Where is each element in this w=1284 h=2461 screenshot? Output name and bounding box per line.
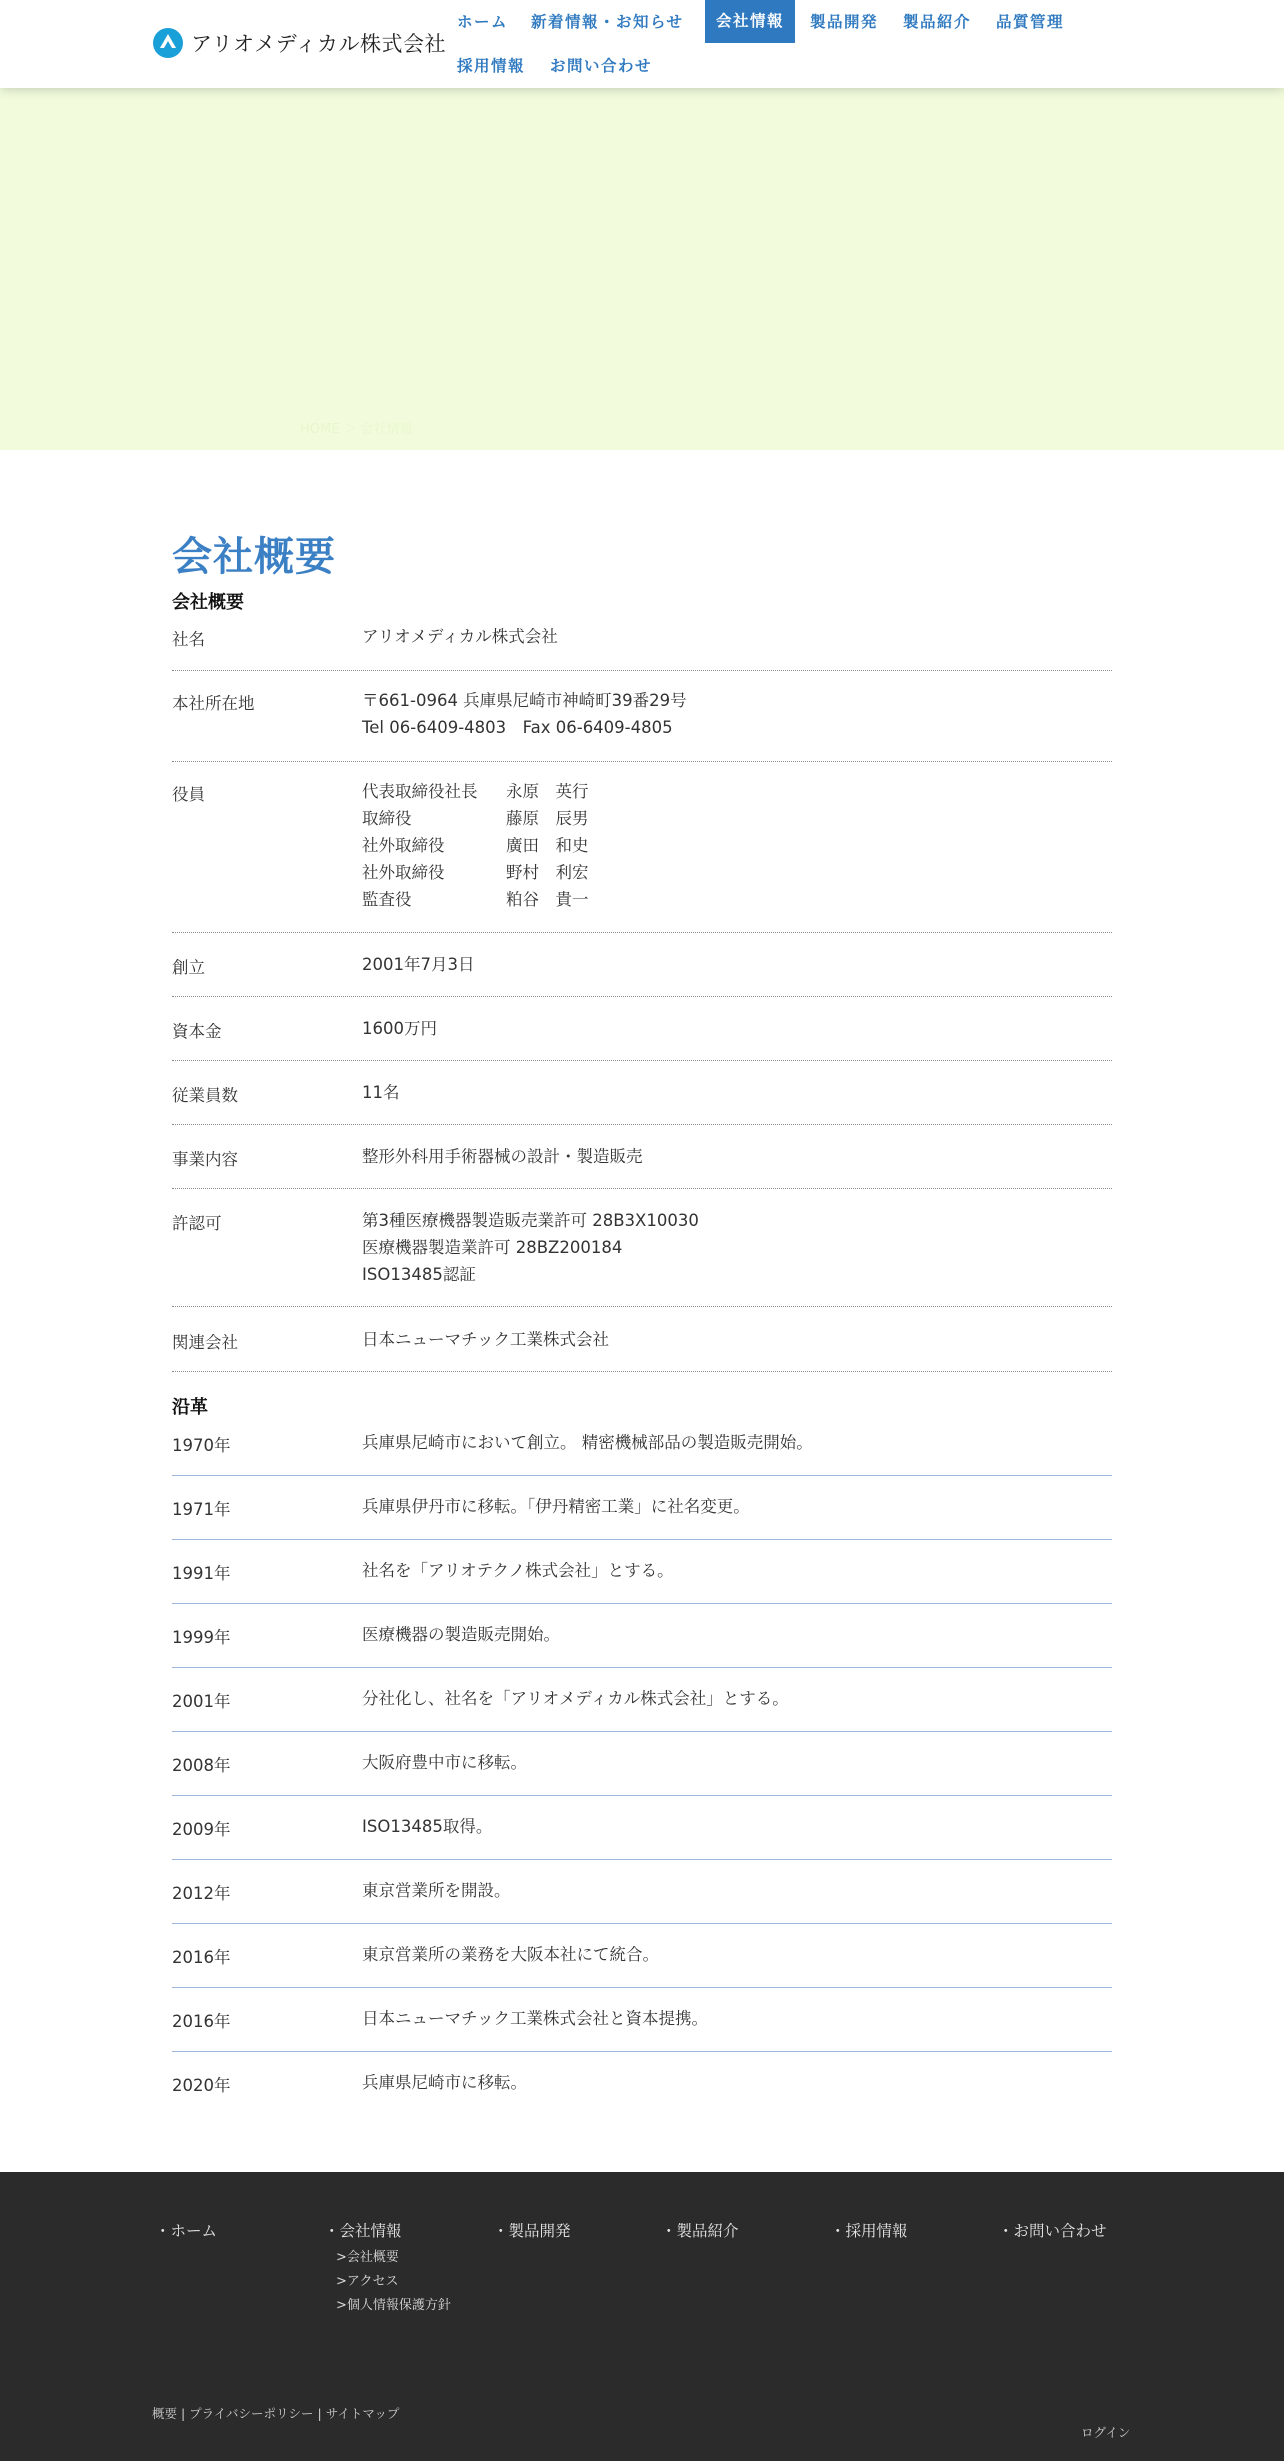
history-year: 2008年 (172, 1756, 231, 1775)
row-value: 日本ニューマチック工業株式会社 (362, 1330, 610, 1349)
license-item: ISO13485認証 (362, 1265, 476, 1284)
history-event: 兵庫県伊丹市に移転。「伊丹精密工業」に社名変更。 (362, 1497, 750, 1516)
nav-home[interactable]: ホーム (457, 13, 509, 31)
officer-name: 永原 英行 (506, 782, 589, 801)
divider (172, 1859, 1112, 1860)
footer-nav-development[interactable]: ・製品開発 (493, 2222, 571, 2240)
divider (172, 932, 1112, 933)
hq-tel: Tel 06-6409-4803 Fax 06-6409-4805 (362, 718, 673, 737)
overview-heading: 会社概要 (172, 592, 244, 613)
divider (172, 996, 1112, 997)
history-heading: 沿革 (172, 1397, 208, 1418)
footer-nav-home[interactable]: ・ホーム (155, 2222, 218, 2240)
history-event: 分社化し、社名を「アリオメディカル株式会社」とする。 (362, 1689, 789, 1708)
row-label: 本社所在地 (172, 694, 255, 713)
divider (172, 1306, 1112, 1307)
divider (172, 1795, 1112, 1796)
history-year: 1971年 (172, 1500, 231, 1519)
officer-row (362, 832, 589, 859)
history-event: 兵庫県尼崎市において創立。 精密機械部品の製造販売開始。 (362, 1433, 813, 1452)
history-event: ISO13485取得。 (362, 1817, 493, 1836)
row-label: 関連会社 (172, 1333, 238, 1352)
hero-banner (0, 88, 1284, 450)
nav-recruit[interactable]: 採用情報 (457, 57, 526, 75)
footer-nav-recruit[interactable]: ・採用情報 (830, 2222, 908, 2240)
divider (172, 1603, 1112, 1604)
breadcrumb: HOME ＞ 会社情報 (300, 422, 413, 437)
license-item: 第3種医療機器製造販売業許可 28B3X10030 (362, 1211, 699, 1230)
history-event: 東京営業所の業務を大阪本社にて統合。 (362, 1945, 659, 1964)
officer-position: 取締役 (362, 809, 412, 828)
officer-name: 廣田 和史 (506, 836, 589, 855)
row-label: 事業内容 (172, 1150, 238, 1169)
divider (172, 1371, 1112, 1372)
footer-sub-privacy[interactable]: >個人情報保護方針 (336, 2298, 451, 2313)
history-event: 医療機器の製造販売開始。 (362, 1625, 560, 1644)
officer-position: 社外取締役 (362, 836, 445, 855)
officer-row (362, 805, 589, 832)
login-link[interactable]: ログイン (1081, 2425, 1131, 2440)
license-item: 医療機器製造業許可 28BZ200184 (362, 1238, 623, 1257)
row-label: 従業員数 (172, 1086, 238, 1105)
history-year: 2001年 (172, 1692, 231, 1711)
row-value: 2001年7月3日 (362, 955, 475, 974)
divider (172, 1475, 1112, 1476)
site-logo[interactable] (153, 28, 446, 58)
divider (172, 2051, 1112, 2052)
history-event: 東京営業所を開設。 (362, 1881, 511, 1900)
divider (172, 1987, 1112, 1988)
divider (172, 670, 1112, 671)
officer-row (362, 886, 589, 913)
nav-quality[interactable]: 品質管理 (996, 13, 1065, 31)
footer-sub-overview[interactable]: >会社概要 (336, 2250, 399, 2265)
officer-name: 粕谷 貴一 (506, 890, 589, 909)
officer-name: 野村 利宏 (506, 863, 589, 882)
divider (172, 1124, 1112, 1125)
licenses-list (362, 1207, 699, 1288)
row-label: 社名 (172, 630, 205, 649)
divider (172, 1060, 1112, 1061)
history-year: 2020年 (172, 2076, 231, 2095)
row-label: 役員 (172, 785, 205, 804)
footer-sub-access[interactable]: >アクセス (336, 2274, 399, 2289)
logo-icon (153, 28, 183, 58)
history-year: 1991年 (172, 1564, 231, 1583)
row-label: 創立 (172, 958, 205, 977)
footer-nav-contact[interactable]: ・お問い合わせ (998, 2222, 1107, 2240)
history-year: 1970年 (172, 1436, 231, 1455)
nav-products[interactable]: 製品紹介 (903, 13, 972, 31)
row-value: 11名 (362, 1083, 400, 1102)
row-label: 許認可 (172, 1214, 222, 1233)
history-event: 日本ニューマチック工業株式会社と資本提携。 (362, 2009, 709, 2028)
history-event: 大阪府豊中市に移転。 (362, 1753, 527, 1772)
officer-position: 社外取締役 (362, 863, 445, 882)
history-event: 社名を「アリオテクノ株式会社」とする。 (362, 1561, 674, 1580)
officer-row (362, 778, 589, 805)
history-year: 2009年 (172, 1820, 231, 1839)
divider (172, 1667, 1112, 1668)
footer-nav-products[interactable]: ・製品紹介 (661, 2222, 739, 2240)
history-year: 2016年 (172, 1948, 231, 1967)
officer-name: 藤原 辰男 (506, 809, 589, 828)
divider (172, 1539, 1112, 1540)
officers-list (362, 778, 589, 913)
nav-company[interactable]: 会社情報 (705, 0, 795, 43)
row-value: アリオメディカル株式会社 (362, 627, 558, 646)
history-event: 兵庫県尼崎市に移転。 (362, 2073, 527, 2092)
row-label: 資本金 (172, 1022, 222, 1041)
divider (172, 761, 1112, 762)
nav-news[interactable]: 新着情報・お知らせ (531, 13, 684, 31)
divider (172, 1731, 1112, 1732)
divider (172, 1923, 1112, 1924)
nav-development[interactable]: 製品開発 (810, 13, 879, 31)
logo-text: アリオメディカル株式会社 (191, 32, 447, 56)
site-header (0, 0, 1284, 88)
officer-position: 監査役 (362, 890, 412, 909)
row-value: 整形外科用手術器械の設計・製造販売 (362, 1147, 643, 1166)
footer-nav-company[interactable]: ・会社情報 (324, 2222, 402, 2240)
history-year: 2016年 (172, 2012, 231, 2031)
hq-address: 〒661-0964 兵庫県尼崎市神崎町39番29号 (362, 691, 687, 710)
divider (172, 1188, 1112, 1189)
history-year: 2012年 (172, 1884, 231, 1903)
row-value (362, 687, 687, 741)
row-value: 1600万円 (362, 1019, 437, 1038)
officer-row (362, 859, 589, 886)
history-year: 1999年 (172, 1628, 231, 1647)
page-title: 会社概要 (172, 534, 336, 580)
nav-contact[interactable]: お問い合わせ (550, 57, 653, 75)
footer-bottom-links[interactable]: 概要 | プライバシーポリシー | サイトマップ (152, 2406, 400, 2421)
officer-position: 代表取締役社長 (362, 782, 478, 801)
